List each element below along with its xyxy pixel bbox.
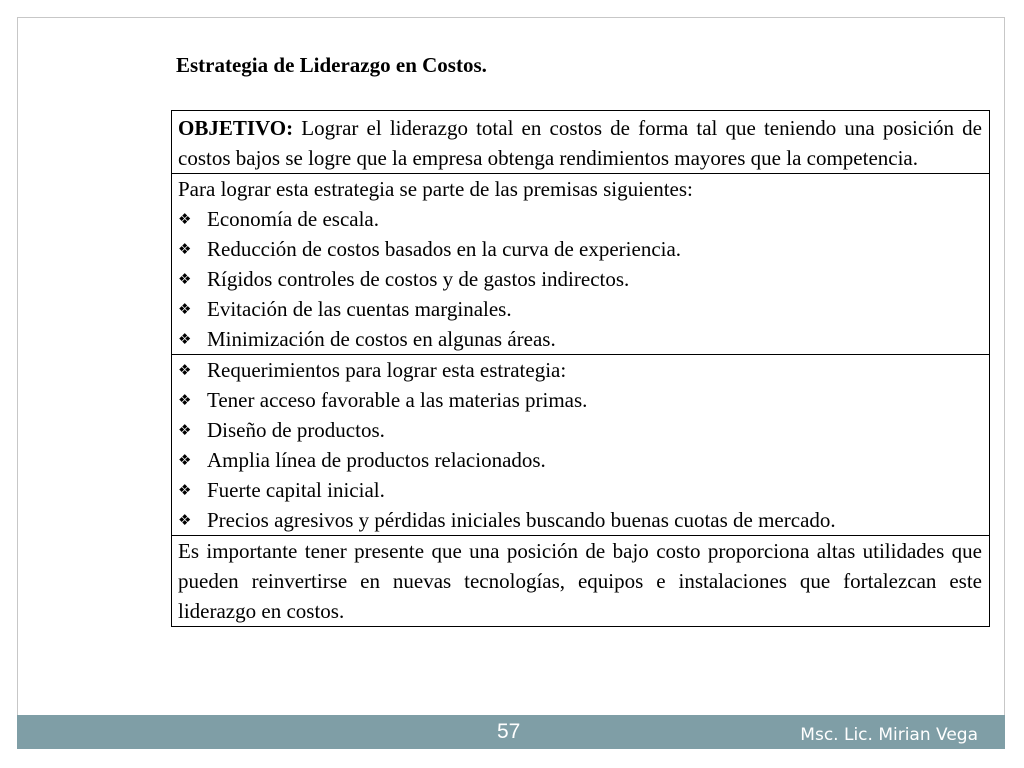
premises-list	[178, 204, 982, 354]
requirement-item-text: Fuerte capital inicial.	[207, 478, 385, 502]
diamond-bullet-icon: ❖	[178, 451, 192, 469]
premise-item-text: Reducción de costos basados en la curva de experiencia.	[207, 237, 682, 261]
requirements-cell	[172, 355, 989, 536]
conclusion-cell	[172, 536, 989, 626]
author-name: Msc. Lic. Mirian Vega	[800, 725, 978, 745]
requirement-item-text: Amplia línea de productos relacionados.	[207, 448, 546, 472]
requirement-item-text: Diseño de productos.	[207, 418, 385, 442]
page-number: 57	[497, 720, 521, 743]
requirement-item	[178, 385, 982, 415]
requirement-item	[178, 415, 982, 445]
diamond-bullet-icon: ❖	[178, 361, 192, 379]
premise-item	[178, 234, 982, 264]
diamond-bullet-icon: ❖	[178, 421, 192, 439]
diamond-bullet-icon: ❖	[178, 270, 192, 288]
diamond-bullet-icon: ❖	[178, 481, 192, 499]
premise-item-text: Minimización de costos en algunas áreas.	[207, 327, 556, 351]
diamond-bullet-icon: ❖	[178, 240, 192, 258]
diamond-bullet-icon: ❖	[178, 210, 192, 228]
diamond-bullet-icon: ❖	[178, 300, 192, 318]
slide-title: Estrategia de Liderazgo en Costos.	[176, 53, 487, 77]
objective-text: Lograr el liderazgo total en costos de forma tal que teniendo una posición de costos bajos se logre que la empresa obtenga rendimientos mayores que la competencia.	[178, 116, 982, 170]
requirement-item-text: Precios agresivos y pérdidas iniciales buscando buenas cuotas de mercado.	[207, 508, 836, 532]
strategy-table	[171, 110, 990, 627]
premise-item	[178, 324, 982, 354]
requirements-list	[178, 355, 982, 535]
objective-label: OBJETIVO:	[178, 116, 294, 140]
requirement-item-text: Tener acceso favorable a las materias primas.	[207, 388, 588, 412]
premise-item-text: Evitación de las cuentas marginales.	[207, 297, 512, 321]
requirement-item	[178, 445, 982, 475]
requirement-item-text: Requerimientos para lograr esta estrategia:	[207, 358, 567, 382]
premise-item	[178, 264, 982, 294]
requirement-item	[178, 505, 982, 535]
objective-cell	[172, 111, 989, 174]
premise-item-text: Rígidos controles de costos y de gastos indirectos.	[207, 267, 630, 291]
premise-item	[178, 204, 982, 234]
premises-cell	[172, 174, 989, 355]
premise-item	[178, 294, 982, 324]
diamond-bullet-icon: ❖	[178, 330, 192, 348]
premises-intro: Para lograr esta estrategia se parte de las premisas siguientes:	[178, 177, 693, 201]
diamond-bullet-icon: ❖	[178, 391, 192, 409]
premise-item-text: Economía de escala.	[207, 207, 379, 231]
diamond-bullet-icon: ❖	[178, 511, 192, 529]
requirement-item	[178, 475, 982, 505]
conclusion-text: Es importante tener presente que una posición de bajo costo proporciona altas utilidades que pueden reinvertirse en nuevas tecnologías, equipos e instalaciones que fortalezcan este liderazgo en costos.	[178, 539, 982, 623]
requirement-item	[178, 355, 982, 385]
